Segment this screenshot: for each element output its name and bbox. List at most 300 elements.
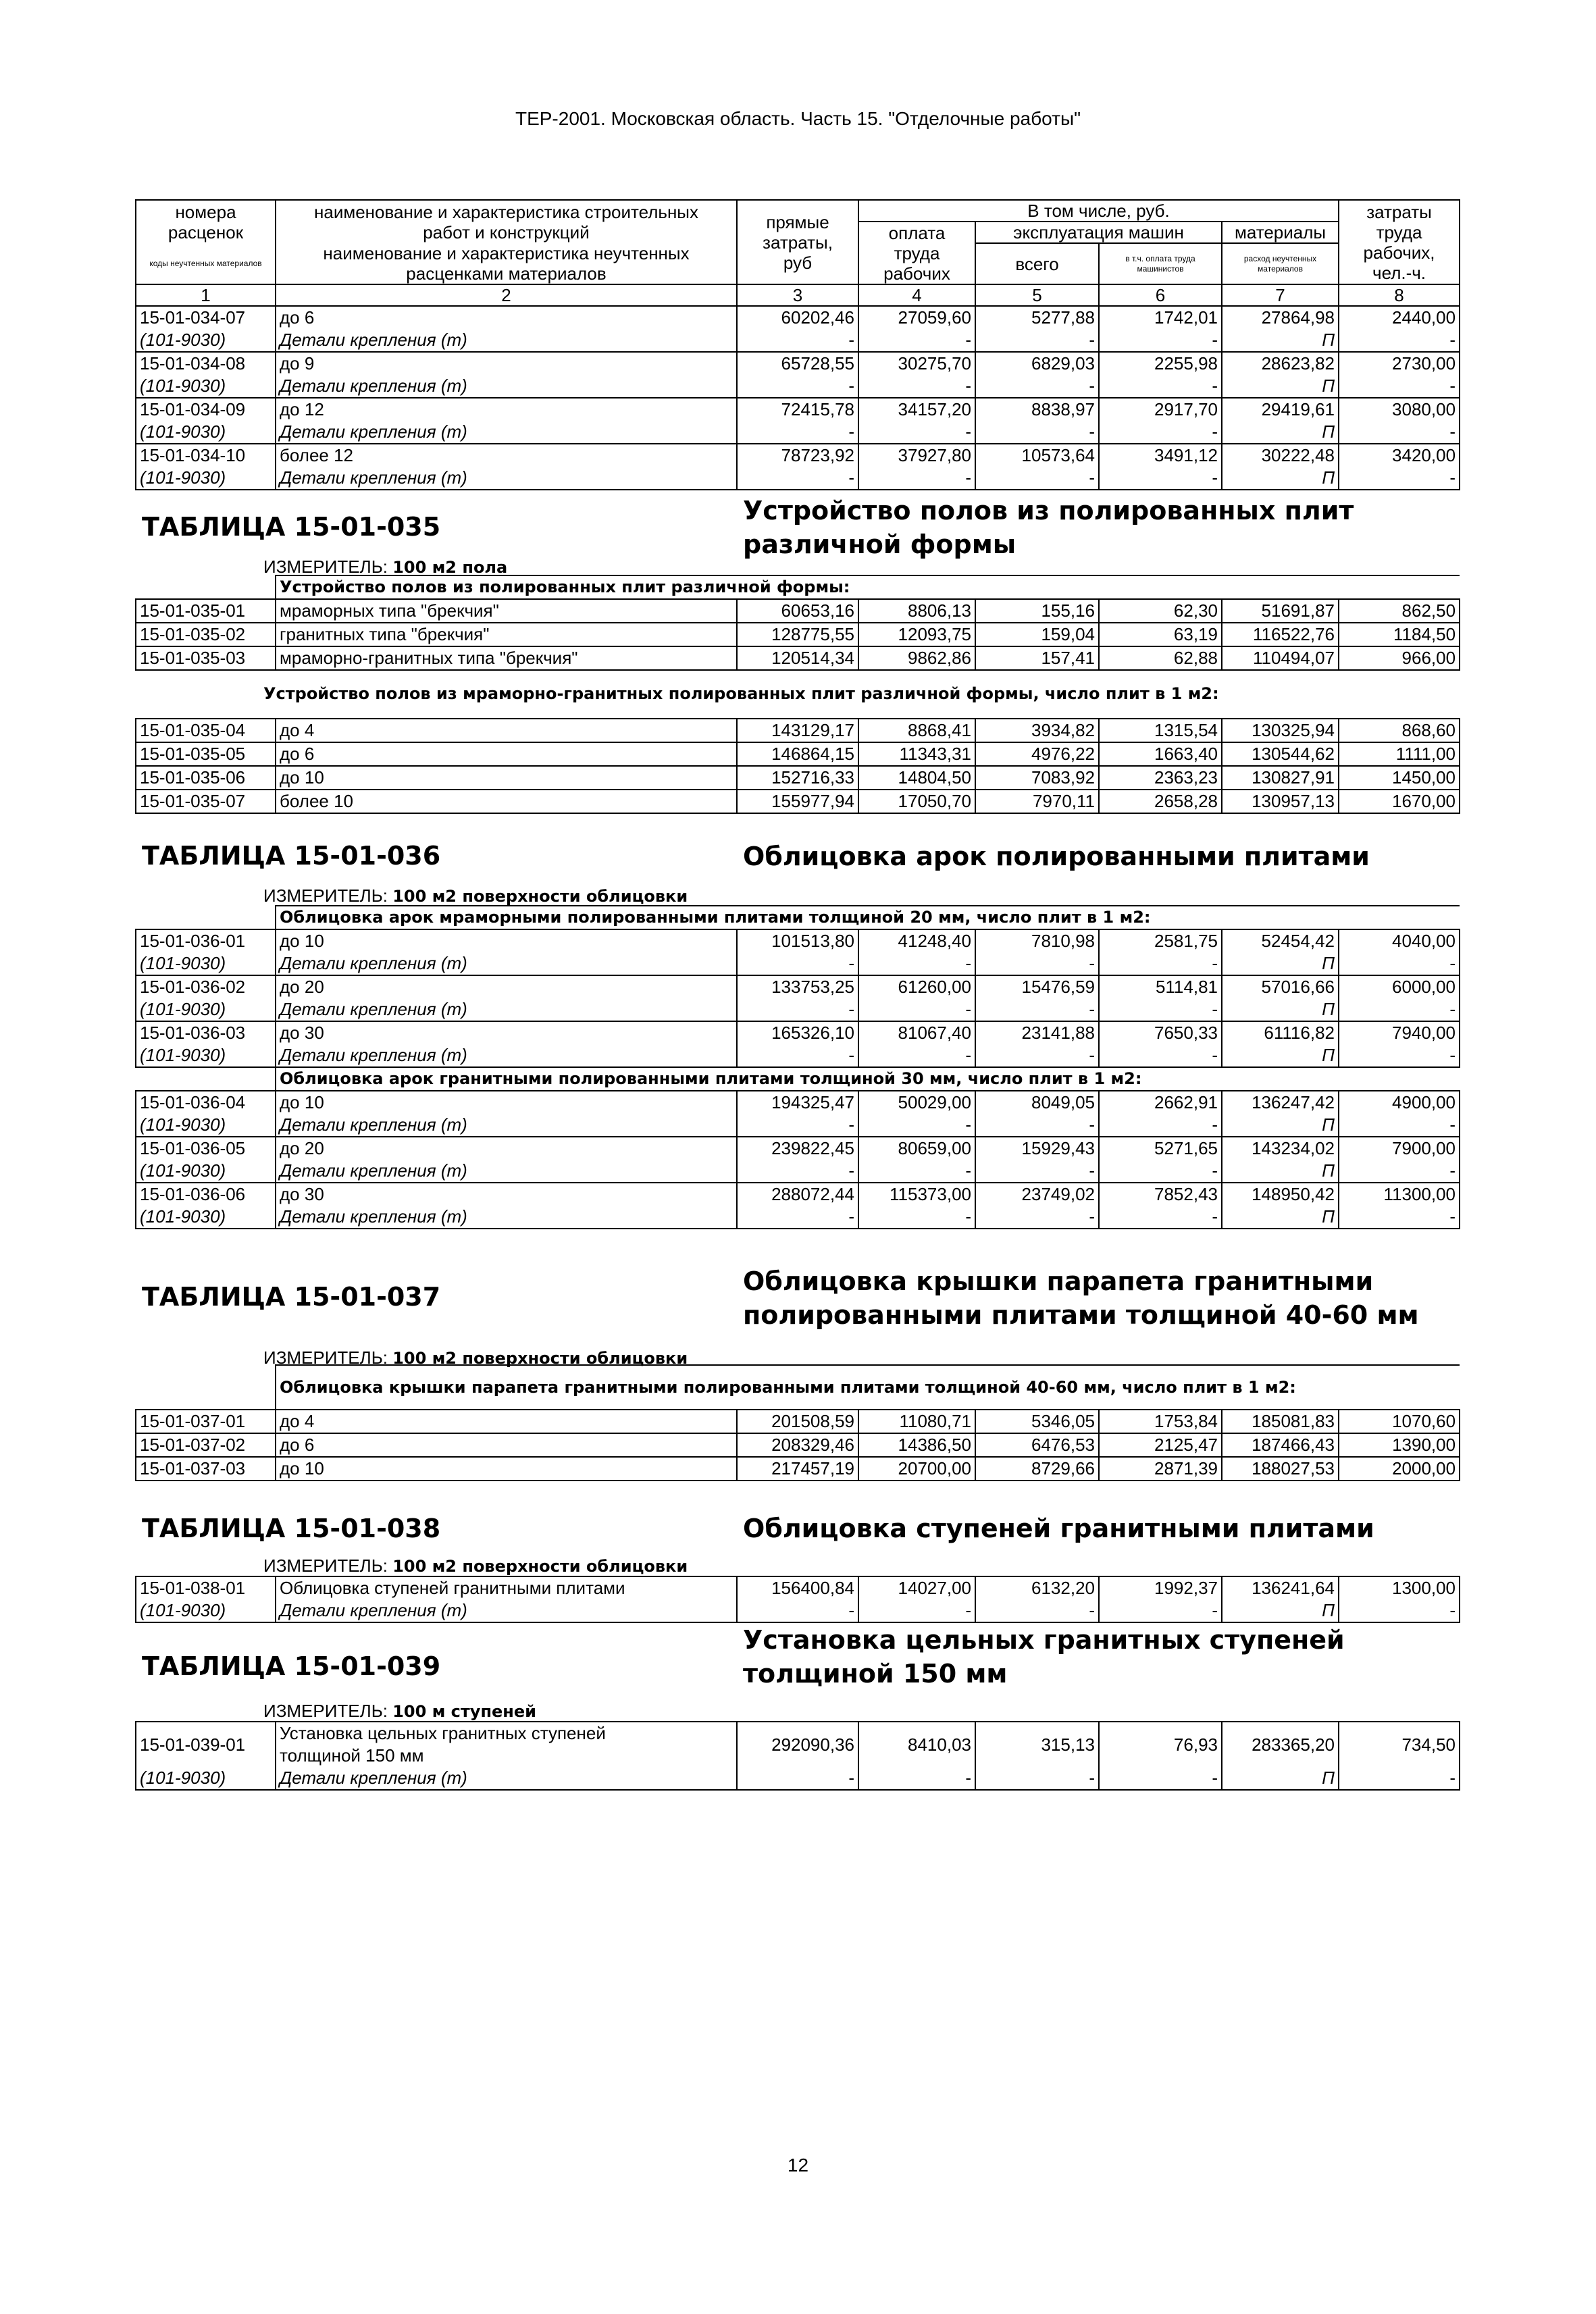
value-cell: 10573,64: [975, 444, 1099, 467]
value-cell: -: [737, 329, 858, 352]
value-cell: 2000,00: [1339, 1457, 1460, 1481]
value-cell: 9862,86: [858, 646, 975, 670]
material-name: Детали крепления (т): [276, 1160, 737, 1183]
value-cell: П: [1222, 998, 1339, 1021]
table-row: [136, 1457, 1460, 1481]
rate-code: 15-01-035-04: [136, 719, 276, 742]
value-cell: -: [1339, 998, 1460, 1021]
material-name: Детали крепления (т): [276, 421, 737, 444]
table-row: [136, 1576, 1460, 1599]
col-num-2: 2: [276, 284, 737, 306]
value-cell: 41248,40: [858, 929, 975, 952]
value-cell: -: [858, 1044, 975, 1067]
table-row-material: [136, 329, 1460, 352]
table-row: [136, 929, 1460, 952]
value-cell: 2917,70: [1099, 398, 1222, 421]
value-cell: 862,50: [1339, 599, 1460, 623]
value-cell: 2871,39: [1099, 1457, 1222, 1481]
col-head-mat: материалы: [1222, 222, 1339, 243]
value-cell: 288072,44: [737, 1183, 858, 1206]
value-cell: 120514,34: [737, 646, 858, 670]
value-cell: 7970,11: [975, 790, 1099, 813]
value-cell: -: [975, 998, 1099, 1021]
value-cell: 116522,76: [1222, 623, 1339, 646]
value-cell: П: [1222, 952, 1339, 975]
value-cell: -: [737, 1114, 858, 1137]
table-035-body: [135, 575, 1460, 671]
value-cell: 8806,13: [858, 599, 975, 623]
col-head-5: всего: [975, 243, 1099, 284]
rate-name: мраморных типа "брекчия": [276, 599, 737, 623]
rate-name: до 30: [276, 1021, 737, 1044]
value-cell: 156400,84: [737, 1576, 858, 1599]
table-row-material: [136, 998, 1460, 1021]
table-row-material: [136, 1114, 1460, 1137]
table-row: [136, 1433, 1460, 1457]
rate-code: 15-01-037-02: [136, 1433, 276, 1457]
value-cell: 27864,98: [1222, 306, 1339, 329]
material-name: Детали крепления (т): [276, 1767, 737, 1790]
table-title: ТАБЛИЦА 15-01-036: [142, 841, 441, 871]
value-cell: -: [858, 1599, 975, 1622]
value-cell: 15929,43: [975, 1137, 1099, 1160]
table-row: [136, 1091, 1460, 1114]
value-cell: 3491,12: [1099, 444, 1222, 467]
table-row: [136, 1183, 1460, 1206]
subheading: Устройство полов из полированных плит различной формы:: [276, 575, 1460, 599]
value-cell: 1070,60: [1339, 1410, 1460, 1433]
value-cell: 6000,00: [1339, 975, 1460, 998]
value-cell: -: [858, 1206, 975, 1229]
table-036-body: [135, 905, 1460, 1229]
col-head-mach: эксплуатация машин: [975, 222, 1222, 243]
material-code: (101-9030): [136, 375, 276, 398]
value-cell: -: [1339, 467, 1460, 490]
rate-code: 15-01-037-03: [136, 1457, 276, 1481]
value-cell: 185081,83: [1222, 1410, 1339, 1433]
value-cell: 60202,46: [737, 306, 858, 329]
value-cell: -: [737, 1599, 858, 1622]
value-cell: 14027,00: [858, 1576, 975, 1599]
value-cell: 61260,00: [858, 975, 975, 998]
col-head-3: прямые затраты, руб: [737, 200, 858, 284]
rate-name: до 20: [276, 1137, 737, 1160]
col-num-8: 8: [1339, 284, 1460, 306]
value-cell: 17050,70: [858, 790, 975, 813]
table-row: [136, 444, 1460, 467]
value-cell: 5114,81: [1099, 975, 1222, 998]
value-cell: 1992,37: [1099, 1576, 1222, 1599]
value-cell: 8410,03: [858, 1722, 975, 1767]
table-description: Облицовка ступеней гранитными плитами: [743, 1514, 1374, 1543]
rate-code: 15-01-038-01: [136, 1576, 276, 1599]
col-head-4: оплата труда рабочих: [858, 222, 975, 284]
table-title: ТАБЛИЦА 15-01-039: [142, 1651, 441, 1681]
value-cell: 6829,03: [975, 352, 1099, 375]
value-cell: 1663,40: [1099, 742, 1222, 766]
rate-code: 15-01-035-06: [136, 766, 276, 790]
value-cell: 27059,60: [858, 306, 975, 329]
sheet: [135, 199, 1459, 1791]
value-cell: 72415,78: [737, 398, 858, 421]
value-cell: -: [975, 1767, 1099, 1790]
subheading-block: [135, 671, 1459, 718]
table-row-material: [136, 1599, 1460, 1622]
table-15-01-037: [135, 1229, 1459, 1368]
value-cell: П: [1222, 1206, 1339, 1229]
value-cell: -: [1099, 1160, 1222, 1183]
subheading: Устройство полов из мраморно-гранитных полированных плит различной формы, число плит в 1 м2:: [263, 684, 1219, 703]
value-cell: 315,13: [975, 1722, 1099, 1767]
value-cell: -: [858, 421, 975, 444]
rate-code: 15-01-036-02: [136, 975, 276, 998]
table-row: [136, 766, 1460, 790]
measure-unit: ИЗМЕРИТЕЛЬ: 100 м2 пола: [263, 557, 508, 577]
value-cell: 143234,02: [1222, 1137, 1339, 1160]
table-row: [136, 398, 1460, 421]
table-15-01-035: [135, 490, 1459, 575]
material-code: (101-9030): [136, 1044, 276, 1067]
value-cell: -: [858, 952, 975, 975]
value-cell: -: [975, 421, 1099, 444]
value-cell: 34157,20: [858, 398, 975, 421]
table-row-material: [136, 375, 1460, 398]
col-head-1b: коды неучтенных материалов: [136, 243, 276, 284]
rate-name: до 10: [276, 766, 737, 790]
table-037-body: [135, 1364, 1460, 1481]
value-cell: 1753,84: [1099, 1410, 1222, 1433]
material-name: Детали крепления (т): [276, 1599, 737, 1622]
value-cell: -: [1099, 421, 1222, 444]
value-cell: 3420,00: [1339, 444, 1460, 467]
material-code: (101-9030): [136, 952, 276, 975]
material-name: Детали крепления (т): [276, 375, 737, 398]
value-cell: 51691,87: [1222, 599, 1339, 623]
value-cell: П: [1222, 467, 1339, 490]
material-name: Детали крепления (т): [276, 467, 737, 490]
table-row-material: [136, 467, 1460, 490]
value-cell: -: [1099, 952, 1222, 975]
value-cell: 7852,43: [1099, 1183, 1222, 1206]
value-cell: 734,50: [1339, 1722, 1460, 1767]
value-cell: 1670,00: [1339, 790, 1460, 813]
rate-code: 15-01-036-01: [136, 929, 276, 952]
material-code: (101-9030): [136, 329, 276, 352]
value-cell: -: [737, 421, 858, 444]
value-cell: 3934,82: [975, 719, 1099, 742]
page-header: ТЕР-2001. Московская область. Часть 15. "Отделочные работы": [515, 108, 1081, 129]
rate-code: 15-01-035-03: [136, 646, 276, 670]
table-15-01-036: [135, 814, 1459, 905]
value-cell: П: [1222, 1599, 1339, 1622]
value-cell: 1742,01: [1099, 306, 1222, 329]
value-cell: 5271,65: [1099, 1137, 1222, 1160]
col-head-incl: В том числе, руб.: [858, 200, 1339, 222]
rate-name: до 4: [276, 719, 737, 742]
col-num-4: 4: [858, 284, 975, 306]
value-cell: 201508,59: [737, 1410, 858, 1433]
value-cell: -: [975, 1114, 1099, 1137]
rate-name: до 9: [276, 352, 737, 375]
value-cell: -: [858, 1114, 975, 1137]
table-row: [136, 1410, 1460, 1433]
subheading: Облицовка арок гранитными полированными плитами толщиной 30 мм, число плит в 1 м2:: [276, 1067, 1460, 1091]
value-cell: -: [737, 998, 858, 1021]
value-cell: -: [858, 998, 975, 1021]
value-cell: 5277,88: [975, 306, 1099, 329]
table-row: [136, 742, 1460, 766]
value-cell: 130325,94: [1222, 719, 1339, 742]
value-cell: 7940,00: [1339, 1021, 1460, 1044]
value-cell: П: [1222, 421, 1339, 444]
value-cell: -: [858, 467, 975, 490]
value-cell: П: [1222, 1767, 1339, 1790]
value-cell: 152716,33: [737, 766, 858, 790]
rate-code: 15-01-036-06: [136, 1183, 276, 1206]
material-name: Детали крепления (т): [276, 998, 737, 1021]
table-title: ТАБЛИЦА 15-01-035: [142, 512, 441, 542]
value-cell: 7810,98: [975, 929, 1099, 952]
rate-name: более 10: [276, 790, 737, 813]
rate-code: 15-01-035-05: [136, 742, 276, 766]
value-cell: 1390,00: [1339, 1433, 1460, 1457]
rate-name: мраморно-гранитных типа "брекчия": [276, 646, 737, 670]
value-cell: 2658,28: [1099, 790, 1222, 813]
table-description: Облицовка арок полированными плитами: [743, 842, 1370, 871]
table-row: [136, 646, 1460, 670]
value-cell: -: [1339, 1767, 1460, 1790]
value-cell: 37927,80: [858, 444, 975, 467]
value-cell: -: [1099, 329, 1222, 352]
rate-code: 15-01-035-02: [136, 623, 276, 646]
value-cell: 165326,10: [737, 1021, 858, 1044]
table-row: [136, 306, 1460, 329]
value-cell: 130544,62: [1222, 742, 1339, 766]
col-head-6: в т.ч. оплата труда машинистов: [1099, 243, 1222, 284]
rate-code: 15-01-034-08: [136, 352, 276, 375]
value-cell: -: [975, 1206, 1099, 1229]
value-cell: 76,93: [1099, 1722, 1222, 1767]
value-cell: 1184,50: [1339, 623, 1460, 646]
value-cell: -: [858, 1160, 975, 1183]
material-code: (101-9030): [136, 1767, 276, 1790]
value-cell: -: [1339, 329, 1460, 352]
material-name: Детали крепления (т): [276, 329, 737, 352]
value-cell: -: [1339, 1160, 1460, 1183]
value-cell: -: [737, 1160, 858, 1183]
value-cell: 2363,23: [1099, 766, 1222, 790]
value-cell: 30222,48: [1222, 444, 1339, 467]
value-cell: 52454,42: [1222, 929, 1339, 952]
value-cell: -: [858, 375, 975, 398]
value-cell: -: [1339, 1044, 1460, 1067]
value-cell: -: [737, 952, 858, 975]
value-cell: П: [1222, 1114, 1339, 1137]
rate-name: более 12: [276, 444, 737, 467]
value-cell: 78723,92: [737, 444, 858, 467]
value-cell: 8868,41: [858, 719, 975, 742]
table-15-01-038: [135, 1481, 1459, 1576]
value-cell: 1300,00: [1339, 1576, 1460, 1599]
col-num-7: 7: [1222, 284, 1339, 306]
value-cell: 23749,02: [975, 1183, 1099, 1206]
value-cell: 29419,61: [1222, 398, 1339, 421]
value-cell: 143129,17: [737, 719, 858, 742]
value-cell: 146864,15: [737, 742, 858, 766]
table-description: Устройство полов из полированных плит различной формы: [743, 496, 1354, 559]
rate-name: до 10: [276, 929, 737, 952]
table-row: [136, 975, 1460, 998]
rate-code: 15-01-037-01: [136, 1410, 276, 1433]
table-039-body: [135, 1721, 1460, 1791]
value-cell: 3080,00: [1339, 398, 1460, 421]
value-cell: 62,30: [1099, 599, 1222, 623]
value-cell: -: [737, 375, 858, 398]
value-cell: 239822,45: [737, 1137, 858, 1160]
table-row-material: [136, 421, 1460, 444]
value-cell: 868,60: [1339, 719, 1460, 742]
value-cell: 14804,50: [858, 766, 975, 790]
value-cell: 8049,05: [975, 1091, 1099, 1114]
value-cell: -: [1339, 375, 1460, 398]
table-row: [136, 790, 1460, 813]
value-cell: 6132,20: [975, 1576, 1099, 1599]
rate-name: до 6: [276, 742, 737, 766]
table-description: Облицовка крышки парапета гранитными полированными плитами толщиной 40-60 мм: [743, 1266, 1419, 1330]
value-cell: -: [975, 467, 1099, 490]
rate-code: 15-01-035-07: [136, 790, 276, 813]
material-name: Детали крепления (т): [276, 1114, 737, 1137]
measure-unit: ИЗМЕРИТЕЛЬ: 100 м2 поверхности облицовки: [263, 1555, 688, 1576]
col-head-2b: наименование и характеристика неучтенных расценками материалов: [276, 243, 737, 284]
value-cell: 194325,47: [737, 1091, 858, 1114]
value-cell: 2730,00: [1339, 352, 1460, 375]
value-cell: 81067,40: [858, 1021, 975, 1044]
table-035-body-2: [135, 718, 1460, 814]
col-head-7: расход неучтенных материалов: [1222, 243, 1339, 284]
material-name: Детали крепления (т): [276, 952, 737, 975]
value-cell: 5346,05: [975, 1410, 1099, 1433]
col-num-5: 5: [975, 284, 1099, 306]
value-cell: 7900,00: [1339, 1137, 1460, 1160]
value-cell: 4040,00: [1339, 929, 1460, 952]
value-cell: -: [1099, 375, 1222, 398]
rate-code: 15-01-036-05: [136, 1137, 276, 1160]
value-cell: 80659,00: [858, 1137, 975, 1160]
material-code: (101-9030): [136, 1206, 276, 1229]
value-cell: 11080,71: [858, 1410, 975, 1433]
rate-name: до 10: [276, 1091, 737, 1114]
value-cell: -: [975, 329, 1099, 352]
value-cell: 187466,43: [1222, 1433, 1339, 1457]
value-cell: 61116,82: [1222, 1021, 1339, 1044]
measure-unit: ИЗМЕРИТЕЛЬ: 100 м ступеней: [263, 1701, 536, 1721]
value-cell: 62,88: [1099, 646, 1222, 670]
rate-name: до 30: [276, 1183, 737, 1206]
value-cell: -: [1099, 467, 1222, 490]
value-cell: -: [1099, 998, 1222, 1021]
value-cell: 7650,33: [1099, 1021, 1222, 1044]
value-cell: 115373,00: [858, 1183, 975, 1206]
value-cell: 11343,31: [858, 742, 975, 766]
col-num-3: 3: [737, 284, 858, 306]
value-cell: 148950,42: [1222, 1183, 1339, 1206]
value-cell: -: [1099, 1599, 1222, 1622]
value-cell: -: [858, 329, 975, 352]
value-cell: 2440,00: [1339, 306, 1460, 329]
value-cell: -: [1339, 421, 1460, 444]
value-cell: П: [1222, 329, 1339, 352]
value-cell: 30275,70: [858, 352, 975, 375]
rate-name: гранитных типа "брекчия": [276, 623, 737, 646]
rate-code: 15-01-036-04: [136, 1091, 276, 1114]
table-row: [136, 352, 1460, 375]
material-code: (101-9030): [136, 467, 276, 490]
col-num-1: 1: [136, 284, 276, 306]
value-cell: 130827,91: [1222, 766, 1339, 790]
table-038-body: [135, 1576, 1460, 1623]
value-cell: 133753,25: [737, 975, 858, 998]
value-cell: -: [1099, 1114, 1222, 1137]
col-head-1: номера расценок: [136, 200, 276, 243]
value-cell: -: [975, 1160, 1099, 1183]
material-code: (101-9030): [136, 1160, 276, 1183]
rate-code: 15-01-036-03: [136, 1021, 276, 1044]
value-cell: -: [1099, 1206, 1222, 1229]
value-cell: 2125,47: [1099, 1433, 1222, 1457]
rate-name: до 6: [276, 1433, 737, 1457]
value-cell: П: [1222, 1044, 1339, 1067]
value-cell: 208329,46: [737, 1433, 858, 1457]
value-cell: 8838,97: [975, 398, 1099, 421]
value-cell: 7083,92: [975, 766, 1099, 790]
value-cell: 14386,50: [858, 1433, 975, 1457]
value-cell: 60653,16: [737, 599, 858, 623]
value-cell: 11300,00: [1339, 1183, 1460, 1206]
table-title: ТАБЛИЦА 15-01-037: [142, 1282, 441, 1312]
subheading: Облицовка арок мраморными полированными плитами толщиной 20 мм, число плит в 1 м2:: [276, 906, 1460, 929]
material-code: (101-9030): [136, 1114, 276, 1137]
table-row: [136, 623, 1460, 646]
col-num-6: 6: [1099, 284, 1222, 306]
value-cell: 12093,75: [858, 623, 975, 646]
value-cell: П: [1222, 375, 1339, 398]
rate-name: Установка цельных гранитных ступеней толщиной 150 мм: [276, 1722, 737, 1767]
value-cell: -: [1339, 1206, 1460, 1229]
value-cell: 6476,53: [975, 1433, 1099, 1457]
rate-name: Облицовка ступеней гранитными плитами: [276, 1576, 737, 1599]
value-cell: 283365,20: [1222, 1722, 1339, 1767]
value-cell: 966,00: [1339, 646, 1460, 670]
col-head-8: затраты труда рабочих, чел.-ч.: [1339, 200, 1460, 284]
value-cell: 4900,00: [1339, 1091, 1460, 1114]
value-cell: 101513,80: [737, 929, 858, 952]
table-row-material: [136, 1044, 1460, 1067]
value-cell: -: [975, 952, 1099, 975]
value-cell: 2581,75: [1099, 929, 1222, 952]
value-cell: -: [975, 1599, 1099, 1622]
value-cell: 1111,00: [1339, 742, 1460, 766]
material-name: Детали крепления (т): [276, 1206, 737, 1229]
table-15-01-039: [135, 1623, 1459, 1721]
page-number: 12: [787, 2155, 809, 2176]
value-cell: 20700,00: [858, 1457, 975, 1481]
value-cell: 1450,00: [1339, 766, 1460, 790]
value-cell: 292090,36: [737, 1722, 858, 1767]
value-cell: 128775,55: [737, 623, 858, 646]
value-cell: -: [1099, 1767, 1222, 1790]
header-table: [135, 199, 1460, 490]
